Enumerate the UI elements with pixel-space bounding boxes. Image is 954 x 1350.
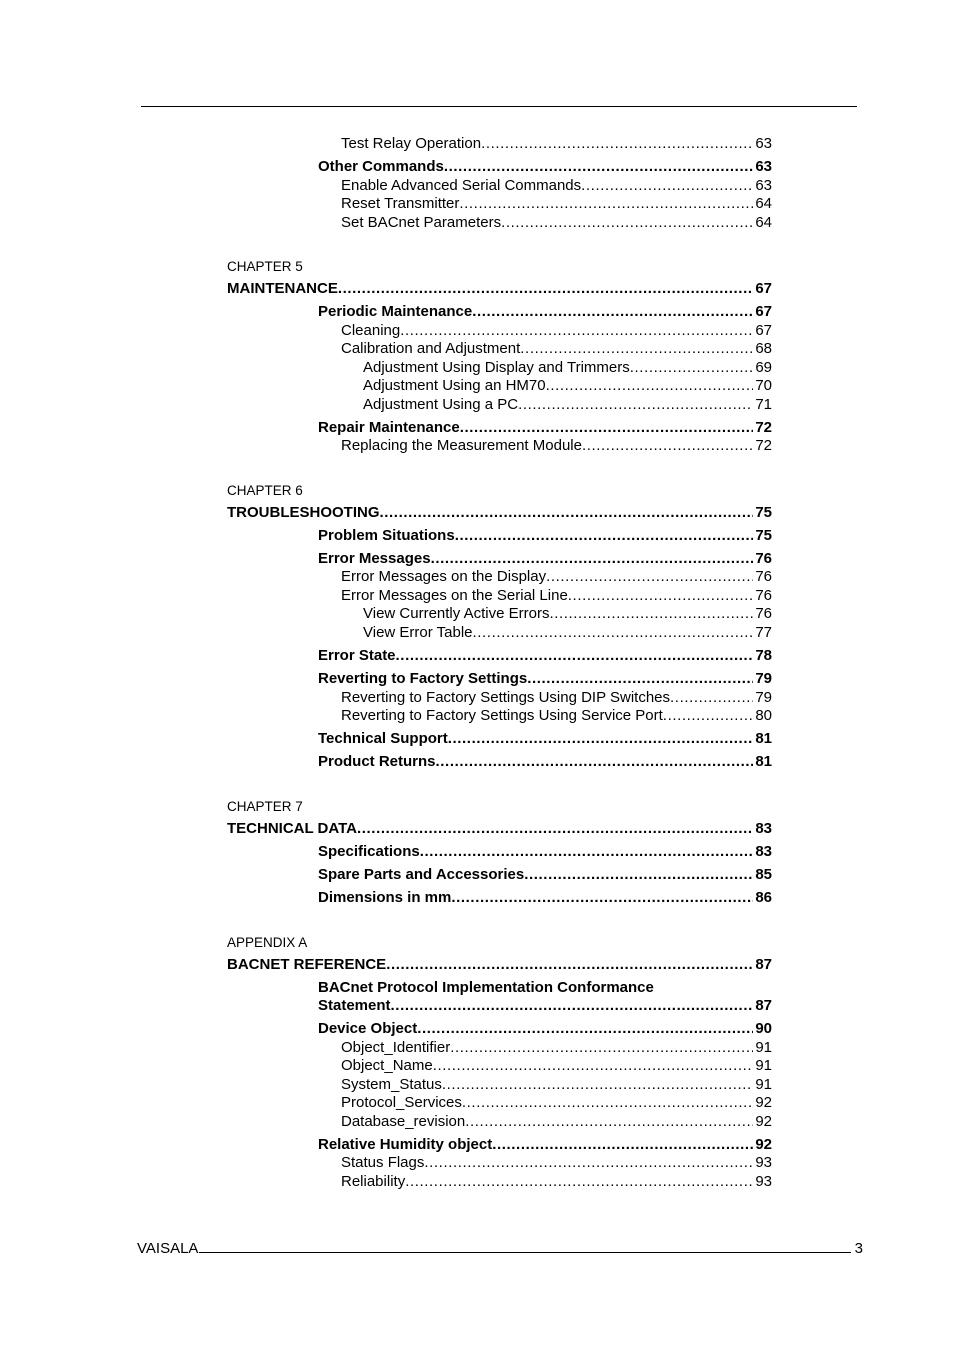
toc-dot-leader [431,550,754,569]
toc-entry-title: Technical Support [318,730,448,748]
toc-dot-leader [465,1113,753,1132]
toc-entry-title: Adjustment Using an HM70 [363,377,546,395]
toc-entry-title: Error Messages on the Serial Line [341,586,568,604]
toc-entry-title: Repair Maintenance [318,418,460,436]
toc-dot-leader [546,568,753,587]
toc-entry-title: View Currently Active Errors [363,605,550,623]
toc-dot-leader [459,195,753,214]
toc-entry[interactable] [227,158,772,177]
toc-dot-leader [670,689,753,708]
toc-entry[interactable] [227,340,772,359]
toc-dot-leader [581,177,753,196]
page-footer [137,1238,863,1257]
toc-entry-title: Error Messages [318,549,431,567]
toc-entry[interactable] [227,730,772,749]
toc-entry-page: 81 [755,730,772,748]
toc-entry[interactable] [227,322,772,341]
toc-dot-leader [400,322,753,341]
toc-dot-leader [473,624,754,643]
toc-entry-page: 76 [755,605,772,623]
toc-entry-page: 67 [755,280,772,298]
toc-entry-page: 90 [755,1020,772,1038]
toc-entry-title: Reset Transmitter [341,195,460,213]
toc-dot-leader [455,527,754,546]
toc-entry[interactable] [227,866,772,885]
toc-entry[interactable] [227,1136,772,1155]
toc-dot-leader [582,437,753,456]
toc-entry[interactable] [227,624,772,643]
toc-entry-page: 93 [755,1172,772,1190]
toc-entry[interactable] [227,707,772,726]
toc-dot-leader [527,670,753,689]
toc-dot-leader [448,730,754,749]
toc-entry-page: 85 [755,866,772,884]
toc-entry-title: Error State [318,647,396,665]
toc-dot-leader [444,158,753,177]
toc-dot-leader [549,605,753,624]
toc-entry[interactable] [227,396,772,415]
toc-entry-title: Adjustment Using Display and Trimmers [363,358,630,376]
toc-entry[interactable] [227,419,772,438]
toc-entry-page: 75 [755,503,772,521]
toc-entry-page: 83 [755,842,772,860]
toc-entry-page: 68 [755,340,772,358]
toc-dot-leader [451,889,753,908]
toc-dot-leader [481,135,753,154]
toc-entry[interactable] [227,1057,772,1076]
toc-entry-page: 91 [755,1057,772,1075]
toc-entry-title: Error Messages on the Display [341,568,547,586]
toc-entry-page: 72 [755,418,772,436]
toc-entry-page: 76 [755,549,772,567]
toc-entry[interactable] [227,550,772,569]
toc-entry-page: 91 [755,1038,772,1056]
toc-entry-title: MAINTENANCE [227,280,338,298]
toc-entry[interactable] [227,689,772,708]
toc-entry-title: Reliability [341,1172,406,1190]
toc-entry-title: Dimensions in mm [318,889,452,907]
toc-entry[interactable] [227,377,772,396]
toc-entry[interactable] [227,1039,772,1058]
toc-entry-page: 70 [755,377,772,395]
toc-entry[interactable] [227,956,772,975]
toc-entry[interactable] [227,820,772,839]
toc-entry[interactable] [227,1020,772,1039]
toc-dot-leader [386,956,753,975]
toc-entry-title: Statement [318,997,391,1015]
toc-entry[interactable] [227,1113,772,1132]
toc-dot-leader [424,1154,753,1173]
toc-entry-title: Problem Situations [318,526,455,544]
toc-entry-title: Relative Humidity object [318,1135,493,1153]
toc-entry[interactable] [227,1094,772,1113]
toc-dot-leader [380,504,754,523]
toc-entry-page: 72 [755,437,772,455]
toc-entry-title: Status Flags [341,1154,425,1172]
toc-dot-leader [663,707,754,726]
toc-entry-title: Enable Advanced Serial Commands [341,176,582,194]
toc-entry-page: 92 [755,1094,772,1112]
toc-entry-page: 87 [755,955,772,973]
toc-entry[interactable] [227,177,772,196]
toc-entry-title: Specifications [318,842,420,860]
toc-entry-page: 79 [755,688,772,706]
toc-entry-page: 67 [755,321,772,339]
toc-entry-page: 77 [755,623,772,641]
toc-entry-page: 87 [755,997,772,1015]
toc-entry-page: 80 [755,707,772,725]
toc-dot-leader [405,1173,753,1192]
chapter-label: CHAPTER 5 [227,259,303,275]
toc-entry-page: 92 [755,1112,772,1130]
toc-entry-title: Test Relay Operation [341,135,482,152]
toc-entry[interactable] [227,1173,772,1192]
toc-entry-title: TECHNICAL DATA [227,819,357,837]
toc-dot-leader [450,1039,753,1058]
toc-entry[interactable] [227,527,772,546]
toc-entry-page: 75 [755,526,772,544]
toc-entry-title: Spare Parts and Accessories [318,866,525,884]
toc-entry[interactable] [227,135,772,154]
toc-entry[interactable] [227,195,772,214]
toc-dot-leader [524,866,753,885]
toc-entry[interactable] [227,568,772,587]
toc-dot-leader [630,359,754,378]
toc-entry-page: 63 [755,158,772,176]
toc-dot-leader [546,377,754,396]
footer-rule [199,1238,850,1253]
toc-dot-leader [492,1136,753,1155]
toc-dot-leader [518,396,753,415]
toc-entry-title: Object_Identifier [341,1038,451,1056]
toc-entry-title: TROUBLESHOOTING [227,503,380,521]
toc-dot-leader [472,303,753,322]
header-rule [141,106,857,107]
toc-entry[interactable] [227,843,772,862]
toc-entry-title: Device Object [318,1020,418,1038]
toc-entry-title: Set BACnet Parameters [341,213,502,231]
toc-entry[interactable] [227,647,772,666]
toc-entry-title: Database_revision [341,1112,466,1130]
toc-entry-page: 63 [755,135,772,152]
toc-entry-title: Adjustment Using a PC [363,395,519,413]
toc-dot-leader [462,1094,753,1113]
chapter-label: APPENDIX A [227,934,308,950]
toc-entry-page: 76 [755,586,772,604]
toc-entry-title: Calibration and Adjustment [341,340,521,358]
toc-entry[interactable] [227,587,772,606]
toc-entry-page: 86 [755,889,772,907]
toc-dot-leader [433,1057,754,1076]
toc-entry-page: 91 [755,1075,772,1093]
toc-entry-title: Cleaning [341,321,401,339]
toc-entry-page: 93 [755,1154,772,1172]
toc-entry[interactable] [227,670,772,689]
toc-entry[interactable] [227,1154,772,1173]
toc-entry-title: Periodic Maintenance [318,303,473,321]
toc-entry-page: 67 [755,303,772,321]
toc-entry-page: 81 [755,753,772,771]
toc-entry-page: 71 [755,395,772,413]
toc-dot-leader [338,280,753,299]
toc-entry-page: 92 [755,1135,772,1153]
toc-dot-leader [436,753,754,772]
toc-dot-leader [357,820,753,839]
toc-dot-leader [520,340,753,359]
toc-entry-page: 83 [755,819,772,837]
toc-dot-leader [417,1020,753,1039]
toc-entry-title: System_Status [341,1075,442,1093]
toc-entry-title: View Error Table [363,623,473,641]
toc-entry[interactable] [227,303,772,322]
toc-entry[interactable] [227,1076,772,1095]
toc-entry-title: Reverting to Factory Settings [318,670,528,688]
toc-entry-page: 78 [755,647,772,665]
toc-entry-page: 63 [755,176,772,194]
toc-entry[interactable] [227,997,772,1016]
toc-dot-leader [460,419,754,438]
toc-dot-leader [391,997,754,1016]
chapter-label: CHAPTER 6 [227,482,303,498]
toc-entry[interactable] [227,214,772,233]
table-of-contents [227,135,772,1191]
toc-entry[interactable] [227,504,772,523]
toc-entry-page: 64 [755,195,772,213]
footer-page-number: 3 [854,1240,863,1257]
toc-entry[interactable] [227,605,772,624]
toc-entry[interactable] [227,280,772,299]
toc-entry-title: Reverting to Factory Settings Using Service Port [341,707,663,725]
toc-entry-title-line[interactable]: BACnet Protocol Implementation Conformance [318,978,654,996]
toc-dot-leader [396,647,754,666]
toc-dot-leader [442,1076,753,1095]
toc-entry-page: 79 [755,670,772,688]
toc-dot-leader [568,587,754,606]
toc-entry[interactable] [227,437,772,456]
toc-entry-title: Other Commands [318,158,444,176]
footer-brand: VAISALA [137,1240,199,1257]
toc-entry[interactable] [227,359,772,378]
toc-entry-page: 69 [755,358,772,376]
toc-entry-title: Product Returns [318,753,436,771]
toc-entry-title: Reverting to Factory Settings Using DIP Switches [341,688,671,706]
toc-entry-title: Object_Name [341,1057,433,1075]
toc-entry[interactable] [227,889,772,908]
toc-dot-leader [420,843,754,862]
toc-entry[interactable] [227,753,772,772]
toc-entry-title: Protocol_Services [341,1094,462,1112]
toc-entry-page: 76 [755,568,772,586]
toc-dot-leader [501,214,753,233]
chapter-label: CHAPTER 7 [227,798,303,814]
toc-entry-title: BACNET REFERENCE [227,955,387,973]
toc-entry-title: Replacing the Measurement Module [341,437,582,455]
toc-entry-page: 64 [755,213,772,231]
